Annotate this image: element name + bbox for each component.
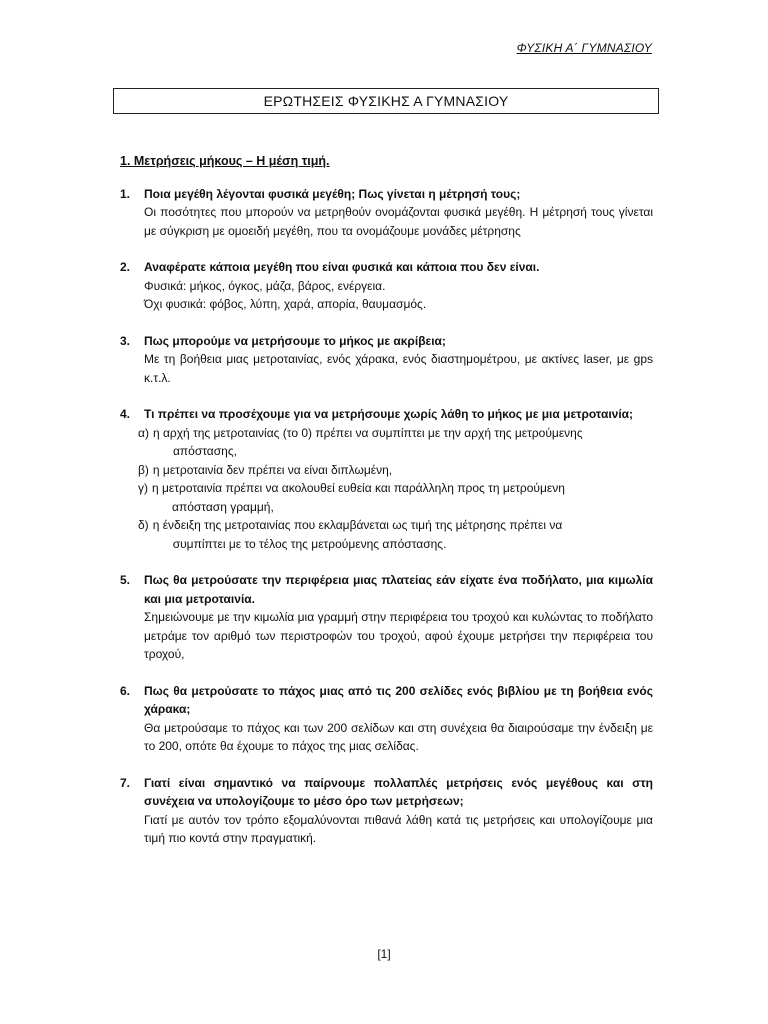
sub-item [138,424,653,461]
sub-item-label: α) [138,425,149,440]
question-text: Τι πρέπει να προσέχουμε για να μετρήσουμε χωρίς λάθη το μήκος με μια μετροταινία; [144,407,634,421]
answer-line: Όχι φυσικά: φόβος, λύπη, χαρά, απορία, θαυμασμός. [144,297,427,311]
question-5 [120,571,653,664]
question-text: Αναφέρατε κάποια μεγέθη που είναι φυσικά και κάποια που δεν είναι. [144,260,540,274]
question-text: Πως θα μετρούσατε την περιφέρεια μιας πλατείας εάν είχατε ένα ποδήλατο, μια κιμωλία και μια μετροταινία. [144,573,653,606]
question-number: 5. [120,573,131,587]
page-number: [1] [377,947,391,961]
answer-text: Γιατί με αυτόν τον τρόπο εξομαλύνονται πιθανά λάθη κατά τις μετρήσεις και υπολογίζουμε μια τιμή πιο κοντά στην πραγματική. [144,812,653,845]
document-title: ΕΡΩΤΗΣΕΙΣ ΦΥΣΙΚΗΣ Α ΓΥΜΝΑΣΙΟΥ [113,88,659,114]
question-7 [120,774,653,848]
question-text: Ποια μεγέθη λέγονται φυσικά μεγέθη; Πως γίνεται η μέτρησή τους; [144,186,521,201]
question-text: Γιατί είναι σημαντικό να παίρνουμε πολλαπλές μετρήσεις ενός μεγέθους και στη συνέχεια να υπολογίζουμε το μέσο όρο των μετρήσεων; [144,775,653,808]
document-body [120,152,653,866]
answer-text: Σημειώνουμε με την κιμωλία μια γραμμή στην περιφέρεια του τροχού και κυλώντας το ποδήλατο μετράμε τον αριθμό των περιστροφών του τροχού, αφού έχουμε μετρήσει την περιφέρεια του τροχού, [144,610,653,661]
question-6 [120,682,653,756]
answer-text: Οι ποσότητες που μπορούν να μετρηθούν ονομάζονται φυσικά μεγέθη. Η μέτρησή τους γίνεται με σύγκριση με ομοειδή μεγέθη, που τα ονομάζουμε μονάδες μέτρησης [144,205,653,238]
sub-item-label: δ) [138,518,149,532]
sub-item-label: γ) [138,481,148,495]
sub-item-continuation: απόσταση γραμμή, [172,499,274,514]
sub-item [138,461,653,480]
question-number: 4. [120,407,131,421]
answer-sub-list [138,424,653,554]
sub-item-continuation: συμπίπτει με το τέλος της μετρούμενης απόστασης. [172,536,447,551]
sub-item [138,516,653,553]
section-heading: 1. Μετρήσεις μήκους – Η μέση τιμή. [120,154,330,168]
question-number: 2. [120,260,131,274]
question-text: Πως θα μετρούσατε το πάχος μιας από τις 200 σελίδες ενός βιβλίου με τη βοήθεια ενός χάρακα; [144,683,653,716]
sub-item [138,479,653,516]
question-2 [120,258,653,314]
answer-text: Θα μετρούσαμε το πάχος και των 200 σελίδων και στη συνέχεια θα διαιρούσαμε την ένδειξη με το 200, οπότε θα έχουμε το πάχος της μιας σελίδας. [144,720,653,753]
question-number: 3. [120,333,131,348]
sub-item-label: β) [138,462,149,477]
sub-item-text: η αρχή της μετροταινίας (το 0) πρέπει να συμπίπτει με την αρχή της μετρούμενης [152,425,583,440]
question-3 [120,332,653,388]
sub-item-text: η ένδειξη της μετροταινίας που εκλαμβάνεται ως τιμή της μέτρησης πρέπει να [152,518,563,532]
question-4 [120,405,653,553]
running-header: ΦΥΣΙΚΗ Α΄ ΓΥΜΝΑΣΙΟΥ [516,41,652,55]
sub-item-text: η μετροταινία πρέπει να ακολουθεί ευθεία και παράλληλη προς τη μετρούμενη [152,481,565,495]
question-1 [120,185,653,241]
question-number: 6. [120,683,131,698]
question-number: 1. [120,186,131,201]
question-text: Πως μπορούμε να μετρήσουμε το μήκος με ακρίβεια; [144,333,446,348]
sub-item-continuation: απόστασης, [172,444,237,458]
question-number: 7. [120,775,131,790]
answer-line: Φυσικά: μήκος, όγκος, μάζα, βάρος, ενέργεια. [144,278,386,293]
sub-item-text: η μετροταινία δεν πρέπει να είναι διπλωμένη, [152,462,393,477]
answer-text: Με τη βοήθεια μιας μετροταινίας, ενός χάρακα, ενός διαστημομέτρου, με ακτίνες laser, με gps κ.τ.λ. [144,352,653,385]
